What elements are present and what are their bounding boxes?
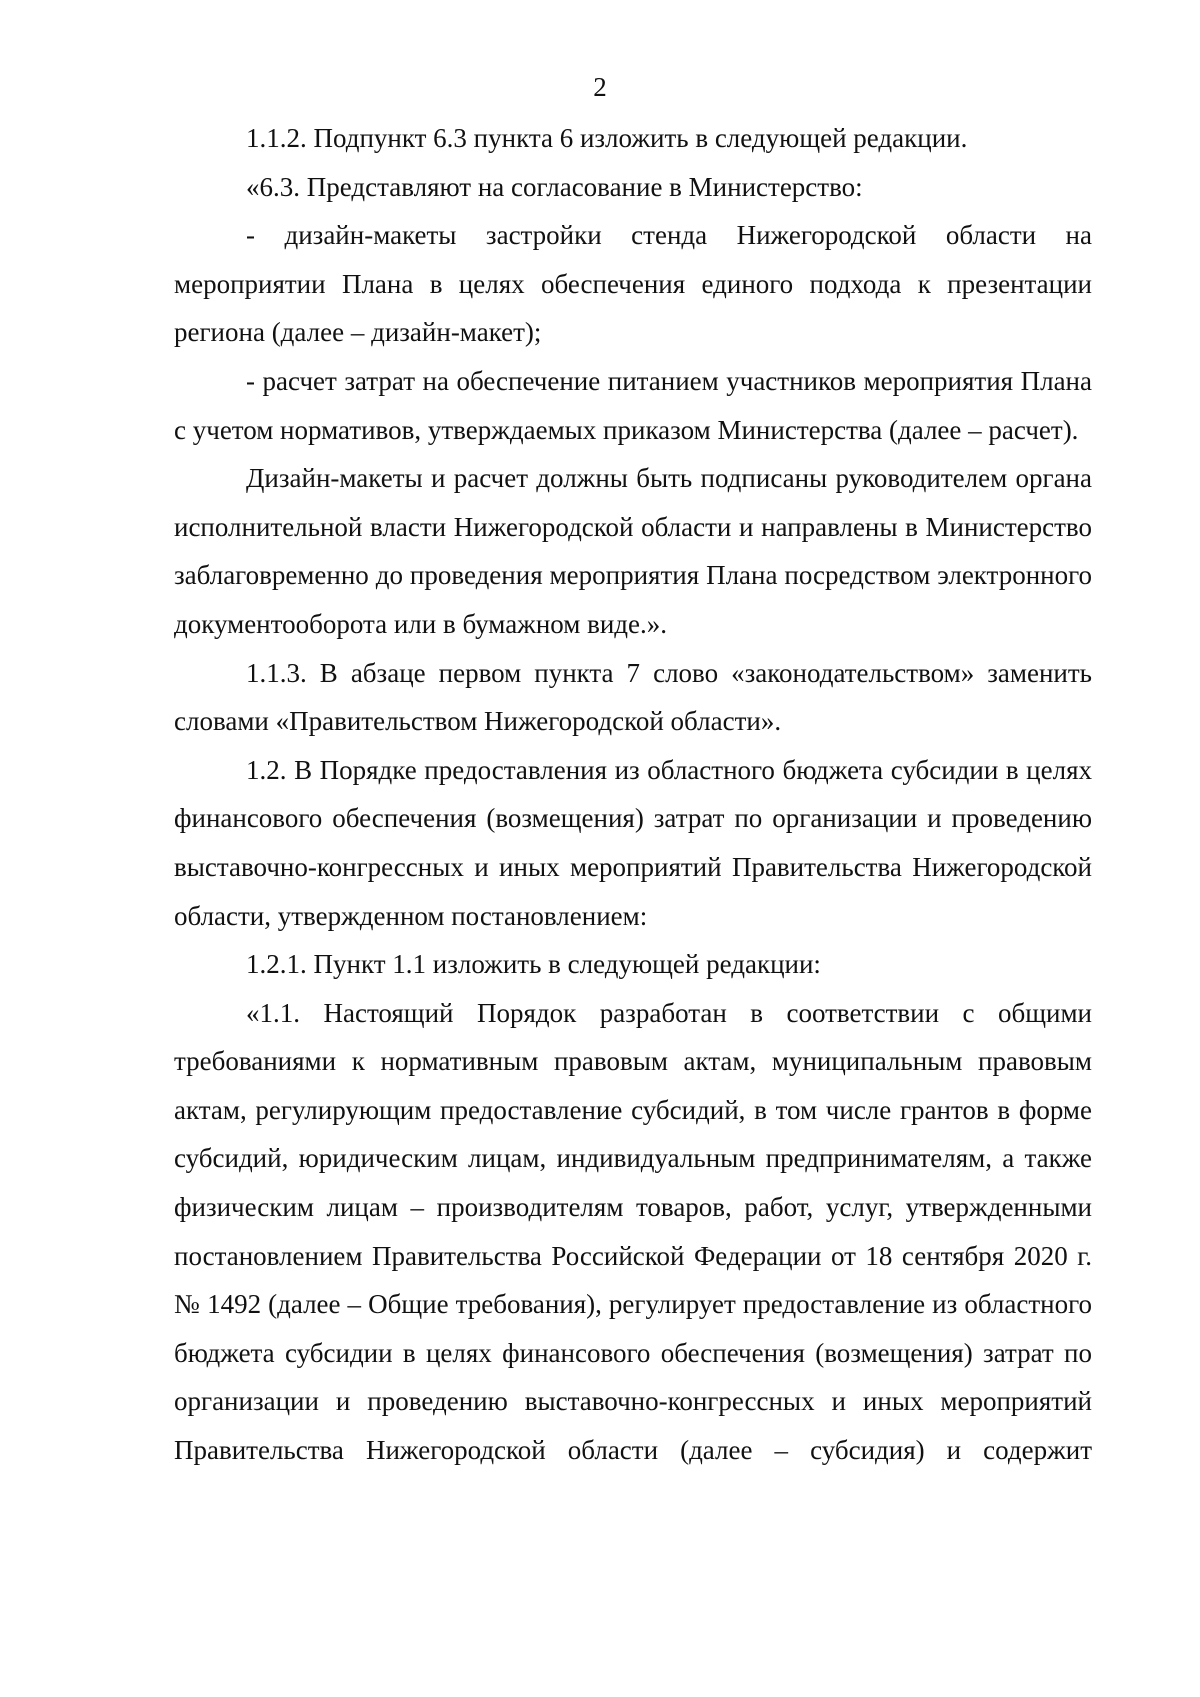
paragraph-cost-calculation: - расчет затрат на обеспечение питанием участников мероприятия Плана с учетом нормативов, утверждаемых приказом Министерства (далее – расчет). — [174, 365, 1092, 445]
paragraph-1-1-2: 1.1.2. Подпункт 6.3 пункта 6 изложить в следующей редакции. — [246, 123, 968, 153]
paragraph-1-1-3: 1.1.3. В абзаце первом пункта 7 слово «законодательством» заменить словами «Правительством Нижегородской области». — [174, 657, 1092, 737]
paragraph-design-layouts: - дизайн-макеты застройки стенда Нижегородской области на мероприятии Плана в целях обеспечения единого подхода к презентации региона (далее – дизайн-макет); — [174, 220, 1092, 348]
paragraph-6-3-heading: «6.3. Представляют на согласование в Министерство: — [246, 171, 863, 202]
paragraph-signing-requirements: Дизайн-макеты и расчет должны быть подписаны руководителем органа исполнительной власти Нижегородской области и направлены в Министерство заблаговременно до проведения мероприятия Плана посредством электронного документооборота или в бумажном виде.». — [174, 463, 1092, 639]
paragraph-1-2-1: 1.2.1. Пункт 1.1 изложить в следующей редакции: — [246, 949, 821, 980]
document-body — [174, 114, 1092, 1475]
paragraph-1-2: 1.2. В Порядке предоставления из областного бюджета субсидии в целях финансового обеспечения (возмещения) затрат по организации и проведению выставочно-конгрессных и иных мероприятий Правительства Нижегородской области, утвержденном постановлением: — [174, 754, 1092, 931]
paragraph-1-1-new-text: «1.1. Настоящий Порядок разработан в соответствии с общими требованиями к нормативным правовым актам, муниципальным правовым актам, регулирующим предоставление субсидий, в том числе грантов в форме субсидий, юридическим лицам, индивидуальным предпринимателям, а также физическим лицам – производителям товаров, работ, услуг, утвержденными постановлением Правительства Российской Федерации от 18 сентября 2020 г. № 1492 (далее – Общие требования), регулирует предоставление из областного бюджета субсидии в целях финансового обеспечения (возмещения) затрат по организации и проведению выставочно-конгрессных и иных мероприятий Правительства Нижегородской области (далее – субсидия) и содержит — [174, 997, 1092, 1466]
page-number: 2 — [593, 72, 607, 102]
